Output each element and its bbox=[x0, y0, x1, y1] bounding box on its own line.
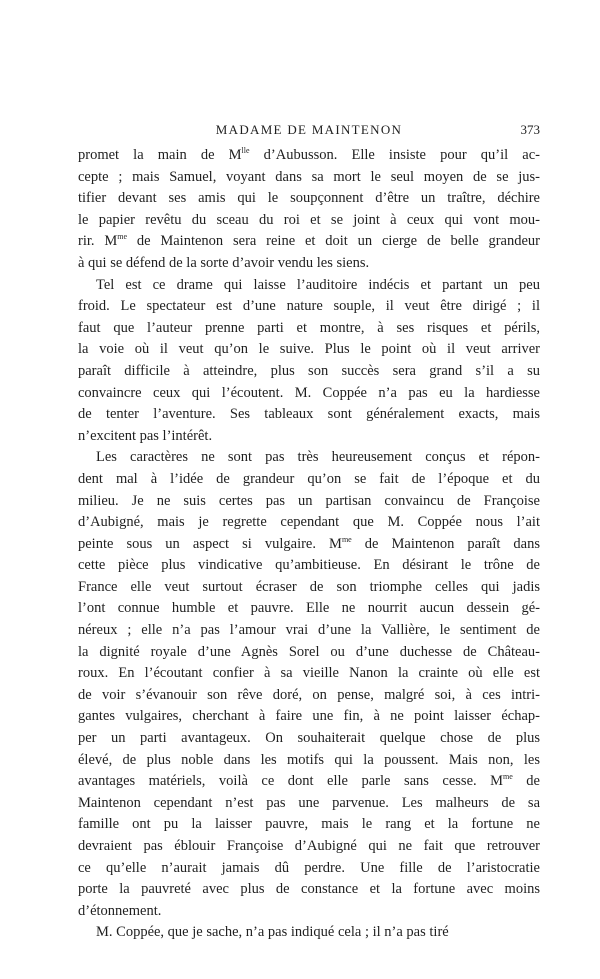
text-line bbox=[78, 620, 540, 642]
superscript-abbrev: me bbox=[341, 534, 352, 544]
text-line bbox=[78, 771, 540, 793]
text-line bbox=[78, 339, 540, 361]
text-line bbox=[78, 750, 540, 772]
line-text: peinte sous un aspect si vulgaire. M bbox=[78, 535, 342, 552]
body-text bbox=[78, 145, 540, 944]
line-text: porte la pauvreté avec plus de constance et la fortune avec moins bbox=[78, 881, 540, 898]
text-line bbox=[78, 555, 540, 577]
text-line bbox=[78, 491, 540, 513]
line-text: l’ont connue humble et pauvre. Elle ne nourrit aucun dessein gé- bbox=[78, 600, 540, 617]
text-line bbox=[78, 901, 540, 923]
line-text: n’excitent pas l’intérêt. bbox=[78, 427, 213, 444]
text-line bbox=[78, 836, 540, 858]
line-text: famille ont pu la laisser pauvre, mais le rang et la fortune ne bbox=[78, 816, 540, 833]
paragraph bbox=[78, 922, 540, 944]
superscript-abbrev: me bbox=[117, 232, 128, 242]
line-text: rir. M bbox=[78, 233, 118, 250]
running-title: MADAME DE MAINTENON bbox=[215, 122, 403, 137]
line-text: paraît difficile à atteindre, plus son succès sera grand s’il a su bbox=[78, 362, 540, 379]
line-text: per un parti avantageux. On souhaiterait quelque chose de plus bbox=[78, 730, 540, 747]
line-text: France elle veut surtout écraser de son triomphe celles qui jadis bbox=[78, 578, 540, 595]
line-text: élevé, de plus noble dans les motifs qui la poussent. Mais non, les bbox=[78, 751, 540, 768]
text-line bbox=[78, 685, 540, 707]
line-text: froid. Le spectateur est d’une nature souple, il veut être dirigé ; il bbox=[78, 298, 540, 315]
text-line bbox=[78, 447, 540, 469]
text-line bbox=[78, 858, 540, 880]
text-line bbox=[78, 167, 540, 189]
line-text: milieu. Je ne suis certes pas un partisan convaincu de Françoise bbox=[78, 492, 540, 509]
text-line bbox=[78, 879, 540, 901]
text-line bbox=[78, 145, 540, 167]
line-text: cette pièce plus vindicative qu’ambitieuse. En désirant le trône de bbox=[78, 557, 540, 574]
text-line bbox=[78, 404, 540, 426]
text-line bbox=[78, 534, 540, 556]
line-text: M. Coppée, que je sache, n’a pas indiqué cela ; il n’a pas tiré bbox=[96, 924, 449, 941]
superscript-abbrev: lle bbox=[241, 146, 250, 156]
superscript-abbrev: me bbox=[503, 772, 513, 782]
line-text: avantages matériels, voilà ce dont elle parle sans cesse. M bbox=[78, 773, 504, 790]
line-text: de Maintenon sera reine et doit un cierge de belle grandeur bbox=[127, 233, 540, 250]
text-line bbox=[78, 814, 540, 836]
text-line bbox=[78, 663, 540, 685]
running-head bbox=[78, 120, 540, 140]
line-text: faut que l’auteur prenne parti et montre, à ses risques et périls, bbox=[78, 319, 540, 336]
paragraph bbox=[78, 275, 540, 448]
text-line bbox=[78, 728, 540, 750]
line-text: dent mal à l’idée de grandeur qu’on se fait de l’époque et du bbox=[78, 470, 540, 487]
line-text: ce qu’elle n’aurait jamais dû perdre. Une fille de l’aristocratie bbox=[78, 859, 540, 876]
text-line bbox=[78, 512, 540, 534]
line-text: de Maintenon paraît dans bbox=[351, 535, 541, 552]
text-line bbox=[78, 210, 540, 232]
line-text: gantes vulgaires, cherchant à faire une fin, à ne point laisser échap- bbox=[78, 708, 540, 725]
line-text: la dignité royale d’une Agnès Sorel ou d’une duchesse de Château- bbox=[78, 643, 540, 660]
text-line bbox=[78, 793, 540, 815]
paragraph bbox=[78, 447, 540, 922]
line-text: à qui se défend de la sorte d’avoir vendu les siens. bbox=[78, 254, 370, 271]
text-line bbox=[78, 598, 540, 620]
line-text: Tel est ce drame qui laisse l’auditoire indécis et partant un peu bbox=[96, 276, 540, 293]
line-text: tifier devant ses amis qui le soupçonnent d’être un traître, déchire bbox=[78, 190, 540, 207]
text-line bbox=[78, 318, 540, 340]
line-text: roux. En l’écoutant confier à sa vieille Nanon la crainte où elle est bbox=[78, 665, 540, 682]
text-line bbox=[78, 188, 540, 210]
text-line bbox=[78, 642, 540, 664]
line-text: la voie où il veut qu’on le suive. Plus le point où il veut arriver bbox=[78, 341, 540, 358]
line-text: d’Aubusson. Elle insiste pour qu’il ac- bbox=[249, 147, 540, 163]
text-line bbox=[78, 361, 540, 383]
text-line bbox=[78, 706, 540, 728]
text-line bbox=[78, 922, 540, 944]
page-number: 373 bbox=[520, 122, 540, 137]
line-text: de bbox=[512, 773, 540, 790]
line-text: d’Aubigné, mais je regrette cependant que M. Coppée nous l’ait bbox=[78, 514, 540, 531]
text-line bbox=[78, 296, 540, 318]
line-text: cepte ; mais Samuel, voyant dans sa mort le seul moyen de se jus- bbox=[78, 168, 540, 185]
line-text: promet la main de M bbox=[78, 147, 242, 163]
text-line bbox=[78, 426, 540, 448]
line-text: devraient pas éblouir Françoise d’Aubigné qui ne fait que retrouver bbox=[78, 838, 540, 854]
line-text: le papier revêtu du sceau du roi et se joint à ceux qui vont mou- bbox=[78, 211, 540, 228]
line-text: de voir s’évanouir son rêve doré, on pense, malgré soi, à ces intri- bbox=[78, 686, 540, 703]
text-line bbox=[78, 469, 540, 491]
line-text: Les caractères ne sont pas très heureusement conçus et répon- bbox=[96, 449, 540, 466]
line-text: de tenter l’aventure. Ses tableaux sont généralement exacts, mais bbox=[78, 406, 540, 423]
text-line bbox=[78, 253, 540, 275]
line-text: Maintenon cependant n’est pas une parvenue. Les malheurs de sa bbox=[78, 794, 540, 811]
paragraph bbox=[78, 145, 540, 275]
line-text: convaincre ceux qui l’écoutent. M. Coppée n’a pas eu la hardiesse bbox=[78, 384, 540, 401]
text-line bbox=[78, 275, 540, 297]
text-line bbox=[78, 577, 540, 599]
line-text: d’étonnement. bbox=[78, 902, 162, 919]
line-text: néreux ; elle n’a pas l’amour vrai d’une la Vallière, le sentiment de bbox=[78, 622, 540, 639]
text-line bbox=[78, 383, 540, 405]
text-line bbox=[78, 231, 540, 253]
